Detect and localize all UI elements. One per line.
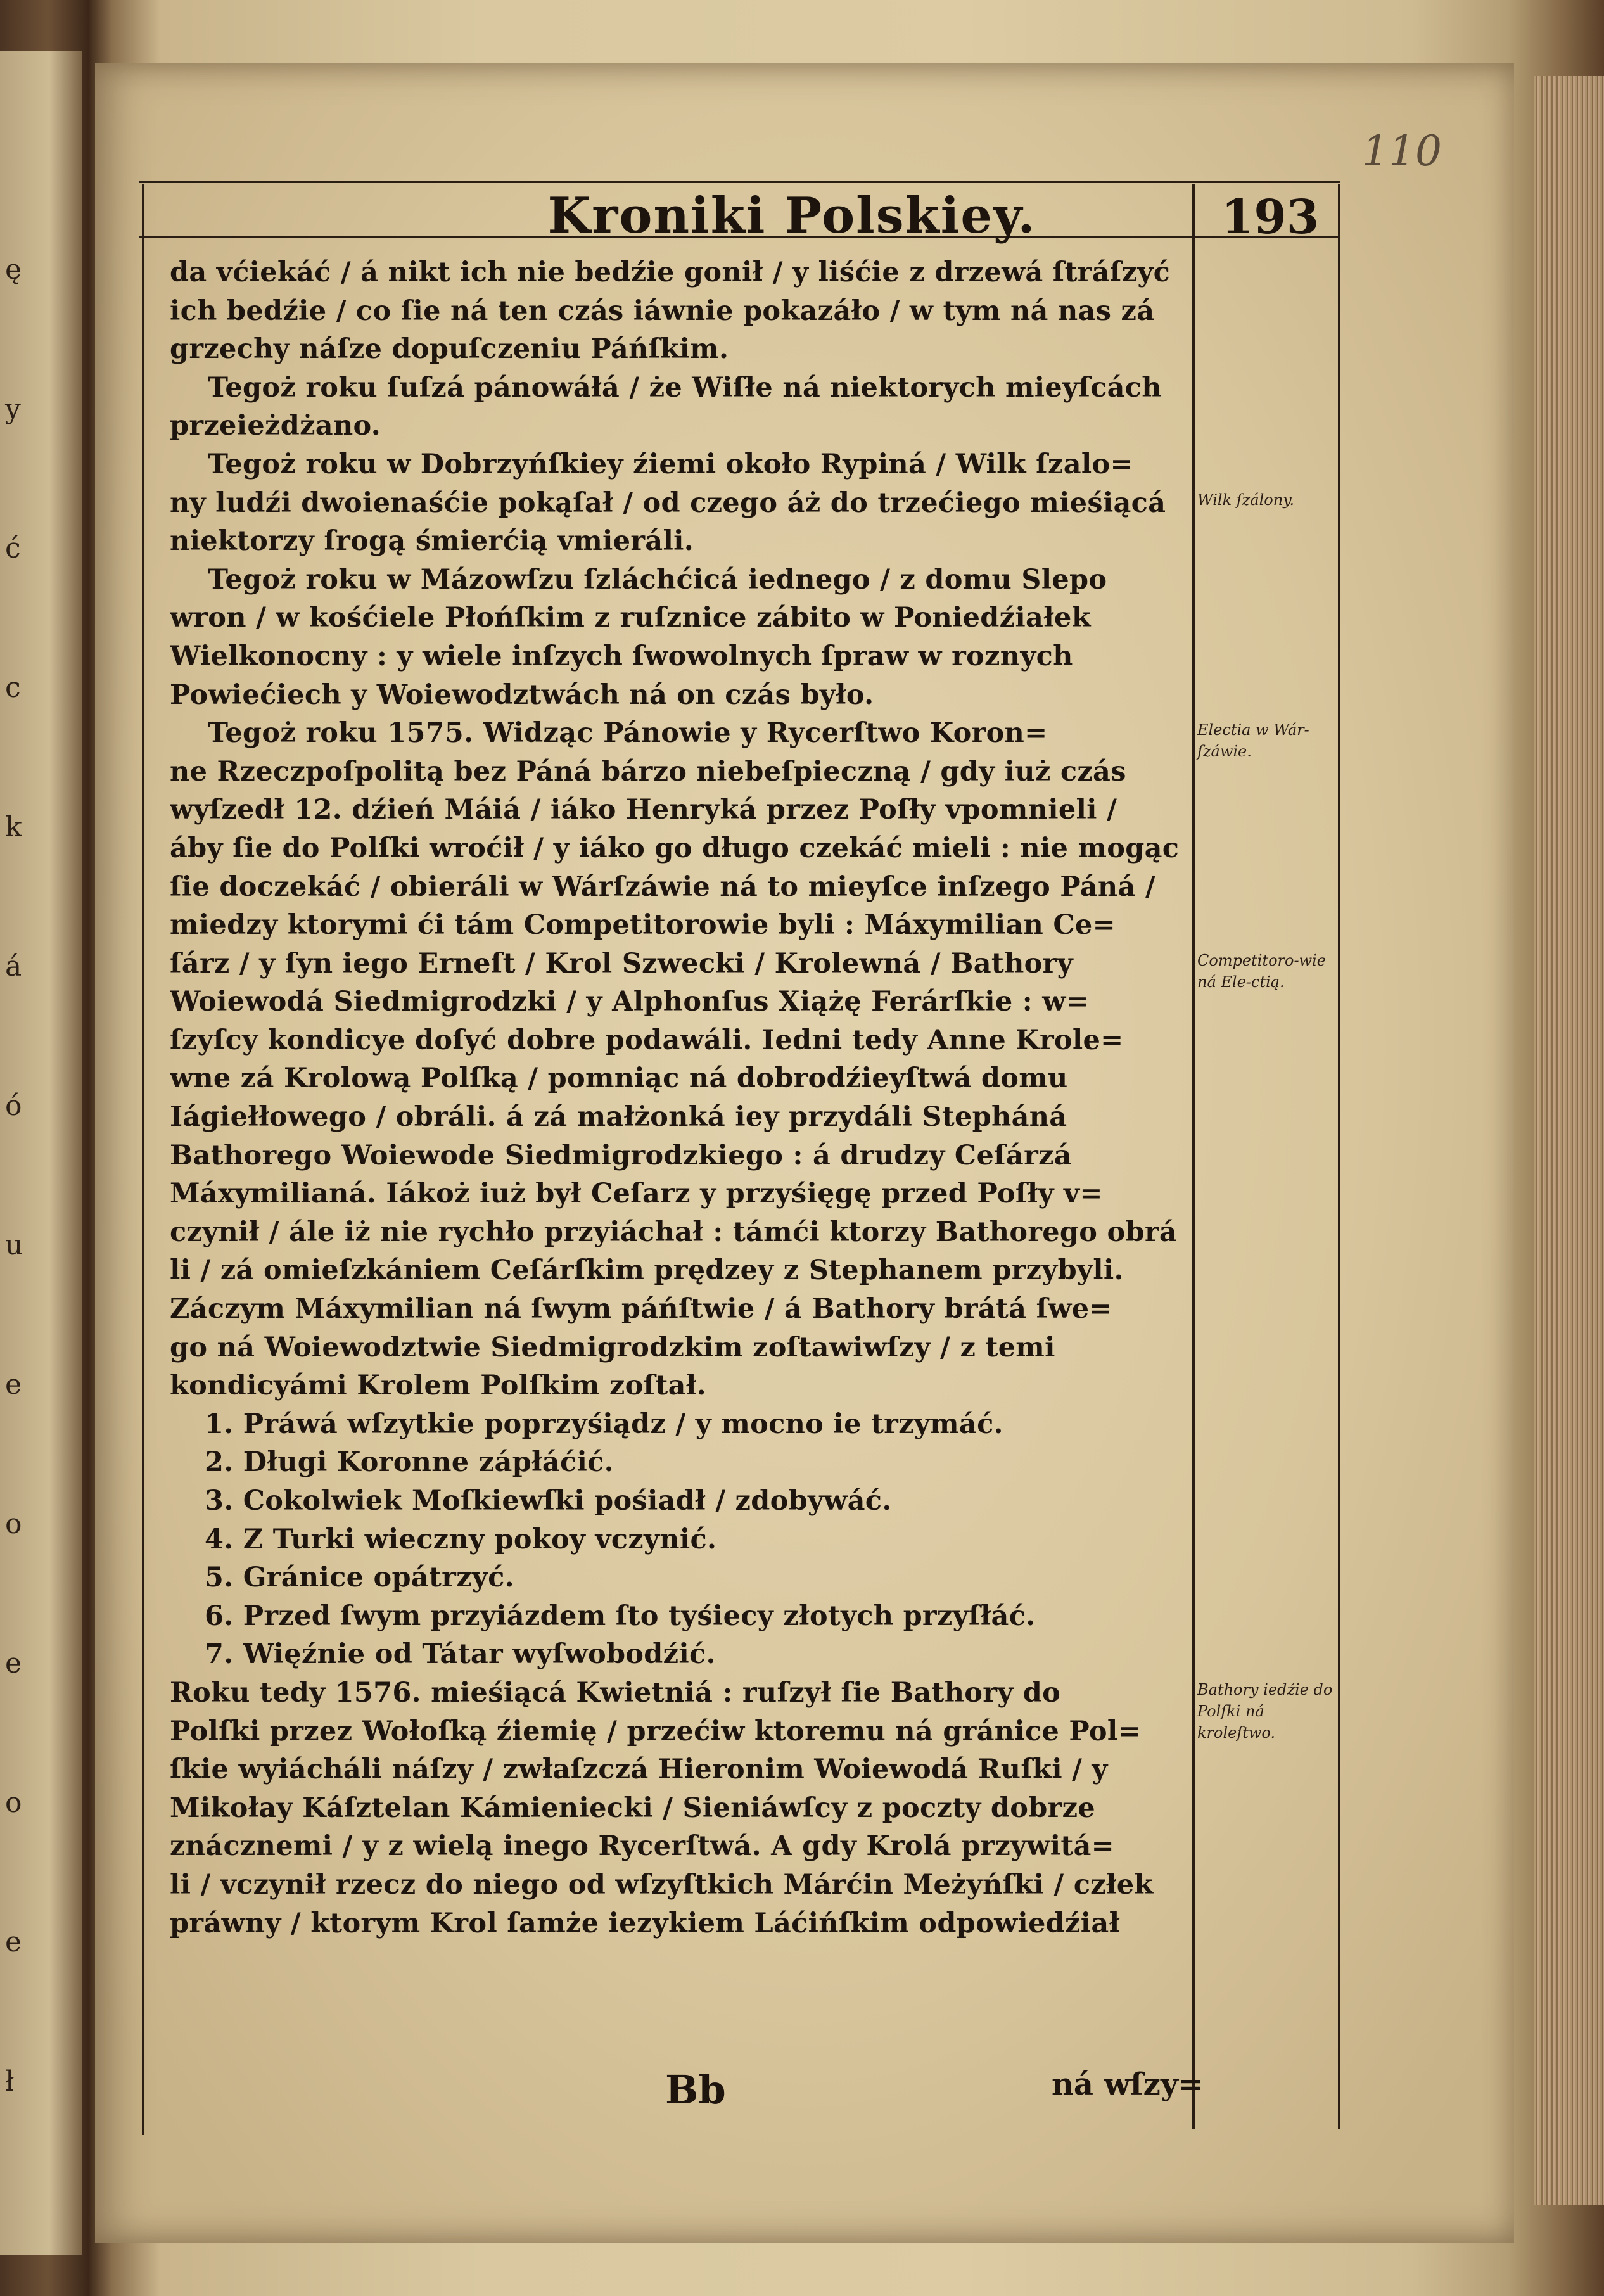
text-line: da vćiekáć / á nikt ich nie bedźie gonił / y liśćie z drzewá ſtráſzyć <box>170 257 1171 288</box>
text-line: ſárz / y ſyn iego Erneſt / Krol Szwecki / Krolewná / Bathory <box>170 947 1073 979</box>
margin-note: Electia w Wár-ſzáwie. <box>1197 721 1309 761</box>
text-line: práwny / ktorym Krol ſamże iezykiem Láćińſkim odpowiedźiał <box>170 1907 1120 1939</box>
text-line: 2. Długi Koronne zápłáćić. <box>205 1446 614 1479</box>
text-line: áby ſie do Polſki wroćił / y iáko go długo czekáć mieli : nie mogąc <box>170 832 1180 864</box>
right-rule <box>1338 184 1340 2129</box>
text-line: Bathorego Woiewode Siedmigrodzkiego : á drudzy Ceſárzá <box>170 1139 1072 1171</box>
text-line: 1. Práwá wſzytkie poprzyśiądz / y mocno ie trzymáć. <box>205 1408 1003 1440</box>
text-line: go ná Woiewodztwie Siedmigrodzkim zoſtawiwſzy / z temi <box>170 1331 1055 1363</box>
text-line: ſkie wyiácháli náſzy / zwłaſzczá Hieronim Woiewodá Ruſki / y <box>170 1754 1108 1786</box>
text-line: wyſzedł 12. dźień Máiá / iáko Henryká przez Poſły vpomnieli / <box>170 794 1117 826</box>
text-line: niektorzy ſrogą śmierćią vmieráli. <box>170 525 694 558</box>
text-line: Wielkonocny : y wiele inſzych ſwowolnych ſpraw w roznych <box>170 640 1073 672</box>
margin-note: Wilk ſzálony. <box>1197 490 1295 509</box>
left-page-edge: ę y ć c k á ó u e o e o e ł <box>0 51 82 2255</box>
body-text <box>170 253 1196 1942</box>
running-title: Kroniki Polskiey. <box>547 187 1036 245</box>
margin-note: Competitoro-wie ná Ele-ctią. <box>1197 951 1327 991</box>
text-line: ich bedźie / co ſie ná ten czás iáwnie pokazáło / w tym ná nas zá <box>170 295 1155 327</box>
text-line: ſie doczekáć / obieráli w Wárſzáwie ná to mieyſce inſzego Páná / <box>170 871 1155 903</box>
text-line: ſzyſcy kondicye doſyć dobre podawáli. Iedni tedy Anne Krole= <box>170 1024 1124 1056</box>
text-line: Tegoż roku w Mázowſzu ſzláchćicá iednego / z domu Slepo <box>208 563 1107 596</box>
text-line: ne Rzeczpoſpolitą bez Páná bárzo niebeſpieczną / gdy iuż czás <box>170 755 1126 788</box>
top-rule <box>139 181 1340 183</box>
text-line: 6. Przed ſwym przyiázdem ſto tyśiecy złotych przyſłáć. <box>205 1600 1036 1632</box>
page-number: 193 <box>1221 190 1320 245</box>
text-line: Máxymilianá. Iákoż iuż był Ceſarz y przyśięgę przed Poſły v= <box>170 1178 1103 1210</box>
text-line: 3. Cokolwiek Moſkiewſki pośiadł / zdobywáć. <box>205 1485 892 1517</box>
catchword: ná wſzy= <box>1052 2067 1204 2102</box>
text-line: 4. Z Turki wieczny pokoy vczynić. <box>205 1523 717 1555</box>
text-line: Záczym Máxymilian ná ſwym páńſtwie / á Bathory brátá ſwe= <box>170 1293 1112 1325</box>
text-line: Woiewodá Siedmigrodzki / y Alphonſus Xiążę Ferárſkie : w= <box>170 986 1089 1018</box>
text-line: Tegoż roku ſuſzá pánowáłá / że Wiſłe ná niektorych mieyſcách <box>208 371 1162 404</box>
text-line: grzechy náſze dopuſczeniu Páńſkim. <box>170 333 729 366</box>
text-line: wron / w kośćiele Płońſkim z ruſznice zábito w Poniedźiałek <box>170 602 1091 634</box>
text-line: ny ludźi dwoienaśćie pokąſał / od czego áż do trzećiego mieśiącá <box>170 487 1166 519</box>
text-line: Mikołay Káſztelan Kámieniecki / Sieniáwſcy z poczty dobrze <box>170 1792 1095 1824</box>
text-line: czynił / ále iż nie rychło przyiáchał : támći ktorzy Bathorego obrá <box>170 1216 1177 1248</box>
text-line: kondicyámi Krolem Polſkim zoſtał. <box>170 1370 706 1402</box>
text-line: Powiećiech y Woiewodztwách ná on czás było. <box>170 679 874 711</box>
text-line: li / vczynił rzecz do niego od wſzyſtkich Márćin Meżyńſki / człek <box>170 1868 1154 1901</box>
handwritten-folio: 110 <box>1362 127 1442 175</box>
text-line: Tegoż roku 1575. Widząc Pánowie y Rycerſtwo Koron= <box>208 717 1048 749</box>
signature-mark: Bb <box>665 2067 726 2113</box>
text-line: miedzy ktorymi ći tám Competitorowie byli : Máxymilian Ce= <box>170 909 1116 941</box>
left-rule <box>142 184 144 2135</box>
page-edges <box>1534 76 1604 2205</box>
text-line: przeieżdżano. <box>170 410 381 442</box>
text-line: Iágiełłowego / obráli. á zá małżonká iey przydáli Stepháná <box>170 1101 1067 1133</box>
text-line: 7. Więźnie od Tátar wyſwobodźić. <box>205 1638 716 1671</box>
margin-note: Bathory iedźie do Polſki ná kroleſtwo. <box>1197 1681 1333 1742</box>
text-line: Tegoż roku w Dobrzyńſkiey źiemi około Rypiná / Wilk ſzalo= <box>208 448 1133 480</box>
text-line: 5. Gránice opátrzyć. <box>205 1562 514 1594</box>
text-line: Polſki przez Wołoſką źiemię / przećiw ktoremu ná gránice Pol= <box>170 1715 1141 1747</box>
text-line: znácznemi / y z wielą inego Rycerſtwá. A gdy Krolá przywitá= <box>170 1830 1115 1863</box>
text-line: Roku tedy 1576. mieśiącá Kwietniá : ruſzył ſie Bathory do <box>170 1676 1061 1709</box>
text-line: wne zá Krolową Polſką / pomniąc ná dobrodźieyſtwá domu <box>170 1062 1068 1095</box>
text-line: li / zá omieſzkániem Ceſárſkim prędzey z Stephanem przybyli. <box>170 1254 1124 1287</box>
